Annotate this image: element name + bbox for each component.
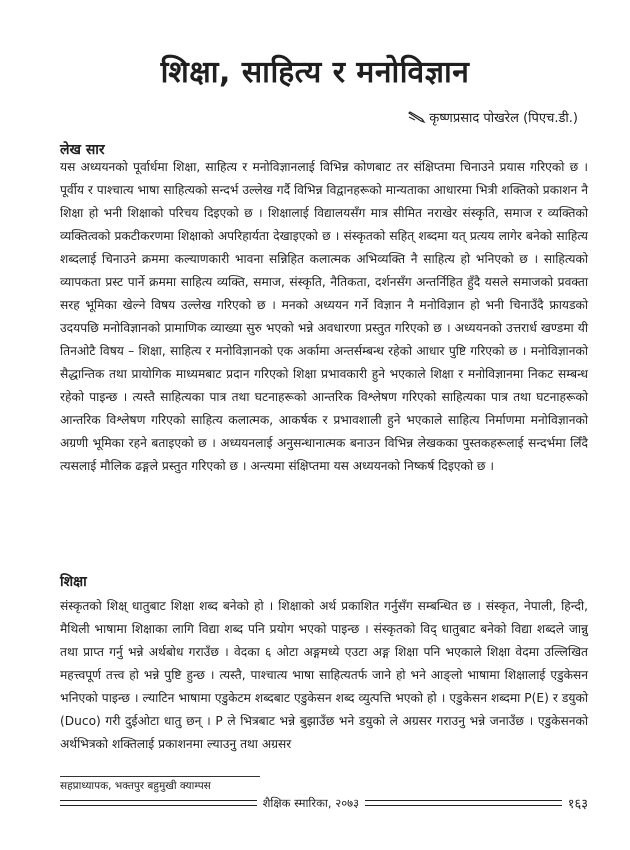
abstract-heading: लेख सार	[60, 142, 105, 158]
running-footer	[60, 796, 588, 810]
journal-name: शैक्षिक स्मारिका, २०७३	[262, 795, 360, 810]
author-line	[408, 108, 578, 126]
footnote-divider	[60, 776, 260, 777]
pen-icon	[408, 111, 426, 123]
page-number: १६३	[567, 797, 588, 812]
page-title: शिक्षा, साहित्य र मनोविज्ञान	[160, 55, 470, 90]
section-paragraph: संस्कृतको शिक्ष् धातुबाट शिक्षा शब्द बनेको हो । शिक्षाको अर्थ प्रकाशित गर्नुसँग सम्बन्धित छ । संस्कृत, नेपाली, हिन्दी, मैथिली भाषामा शिक्षाका लागि विद्या शब्द पनि प्रयोग भएको पाइन्छ । संस्कृतको विद् धातुबाट बनेको विद्या शब्दले जान्नु तथा प्राप्त गर्नु भन्ने अर्थबोध गराउँछ । वेदका ६ ओटा अङ्गमध्ये एउटा अङ्ग शिक्षा पनि भएकाले शिक्षा वेदमा उल्लिखित महत्त्वपूर्ण तत्त्व हो भन्ने पुष्टि हुन्छ । त्यस्तै, पाश्चात्य भाषा साहित्यतर्फ जाने हो भने आङ्लो भाषामा शिक्षालाई एडुकेसन भनिएको पाइन्छ । ल्याटिन भाषामा एडुकेटम शब्दबाट एडुकेसन शब्द व्युत्पत्ति भएको हो । एडुकेसन शब्दमा P(E) र डयुको (Duco) गरी दुईओटा धातु छन् । P ले भित्रबाट भन्ने बुझाउँछ भने डयुको ले अग्रसर गराउनु भन्ने जनाउँछ । एडुकेसनको अर्थभित्रको शक्तिलाई प्रकाशनमा ल्याउनु तथा अग्रसर	[60, 599, 588, 751]
section-heading: शिक्षा	[60, 574, 87, 590]
footer-rule-right	[365, 800, 562, 806]
author-footnote: सहप्राध्यापक, भक्तपुर बहुमुखी क्याम्पस	[60, 780, 211, 792]
footer-rule-left	[60, 800, 257, 806]
author-name: कृष्णप्रसाद पोखरेल (पिएच.डी.)	[429, 111, 578, 126]
abstract-paragraph: यस अध्ययनको पूर्वार्धमा शिक्षा, साहित्य र मनोविज्ञानलाई विभिन्न कोणबाट तर संक्षिप्तमा चिनाउने प्रयास गरिएको छ । पूर्वीय र पाश्चात्य भाषा साहित्यको सन्दर्भ उल्लेख गर्दै विभिन्न विद्वानहरूको मान्यताका आधारमा भित्री शक्तिको प्रकाशन नै शिक्षा हो भनी शिक्षाको परिचय दिइएको छ । शिक्षालाई विद्यालयसँग मात्र सीमित नराखेर संस्कृति, समाज र व्यक्तिको व्यक्तित्वको प्रकटीकरणमा शिक्षाको अपरिहार्यता देखाइएको छ । संस्कृतको सहित् शब्दमा यत् प्रत्यय लागेर बनेको साहित्य शब्दलाई चिनाउने क्रममा कल्याणकारी भावना सन्निहित कलात्मक अभिव्यक्ति नै साहित्य हो भनिएको छ । साहित्यको व्यापकता प्रस्ट पार्ने क्रममा साहित्य व्यक्ति, समाज, संस्कृति, नैतिकता, दर्शनसँग अन्तर्निहित हुँदै यसले समाजको प्रवक्ता सरह भूमिका खेल्ने विषय उल्लेख गरिएको छ । मनको अध्ययन गर्ने विज्ञान नै मनोविज्ञान हो भनी चिनाउँदै फ्रायडको उदयपछि मनोविज्ञानको प्रामाणिक व्याख्या सुरु भएको भन्ने अवधारणा प्रस्तुत गरिएको छ । अध्ययनको उत्तरार्ध खण्डमा यी तिनओटै विषय – शिक्षा, साहित्य र मनोविज्ञानको एक अर्कामा अन्तर्सम्बन्ध रहेको आधार पुष्टि गरिएको छ । मनोविज्ञानको सैद्धान्तिक तथा प्रायोगिक माध्यमबाट प्रदान गरिएको शिक्षा प्रभावकारी हुने भएकाले शिक्षा र मनोविज्ञानमा निकट सम्बन्ध रहेको पाइन्छ । त्यस्तै साहित्यका पात्र तथा घटनाहरूको आन्तरिक विश्लेषण गरिएको साहित्यका पात्र तथा घटनाहरूको आन्तरिक विश्लेषण गरिएको साहित्य कलात्मक, आकर्षक र प्रभावशाली हुने भएकाले साहित्य निर्माणमा मनोविज्ञानको अग्रणी भूमिका रहने बताइएको छ । अध्ययनलाई अनुसन्धानात्मक बनाउन विभिन्न लेखकका पुस्तकहरूलाई सन्दर्भमा लिँदै त्यसलाई मौलिक ढङ्गले प्रस्तुत गरिएको छ । अन्त्यमा संक्षिप्तमा यस अध्ययनको निष्कर्ष दिइएको छ ।	[60, 160, 588, 473]
